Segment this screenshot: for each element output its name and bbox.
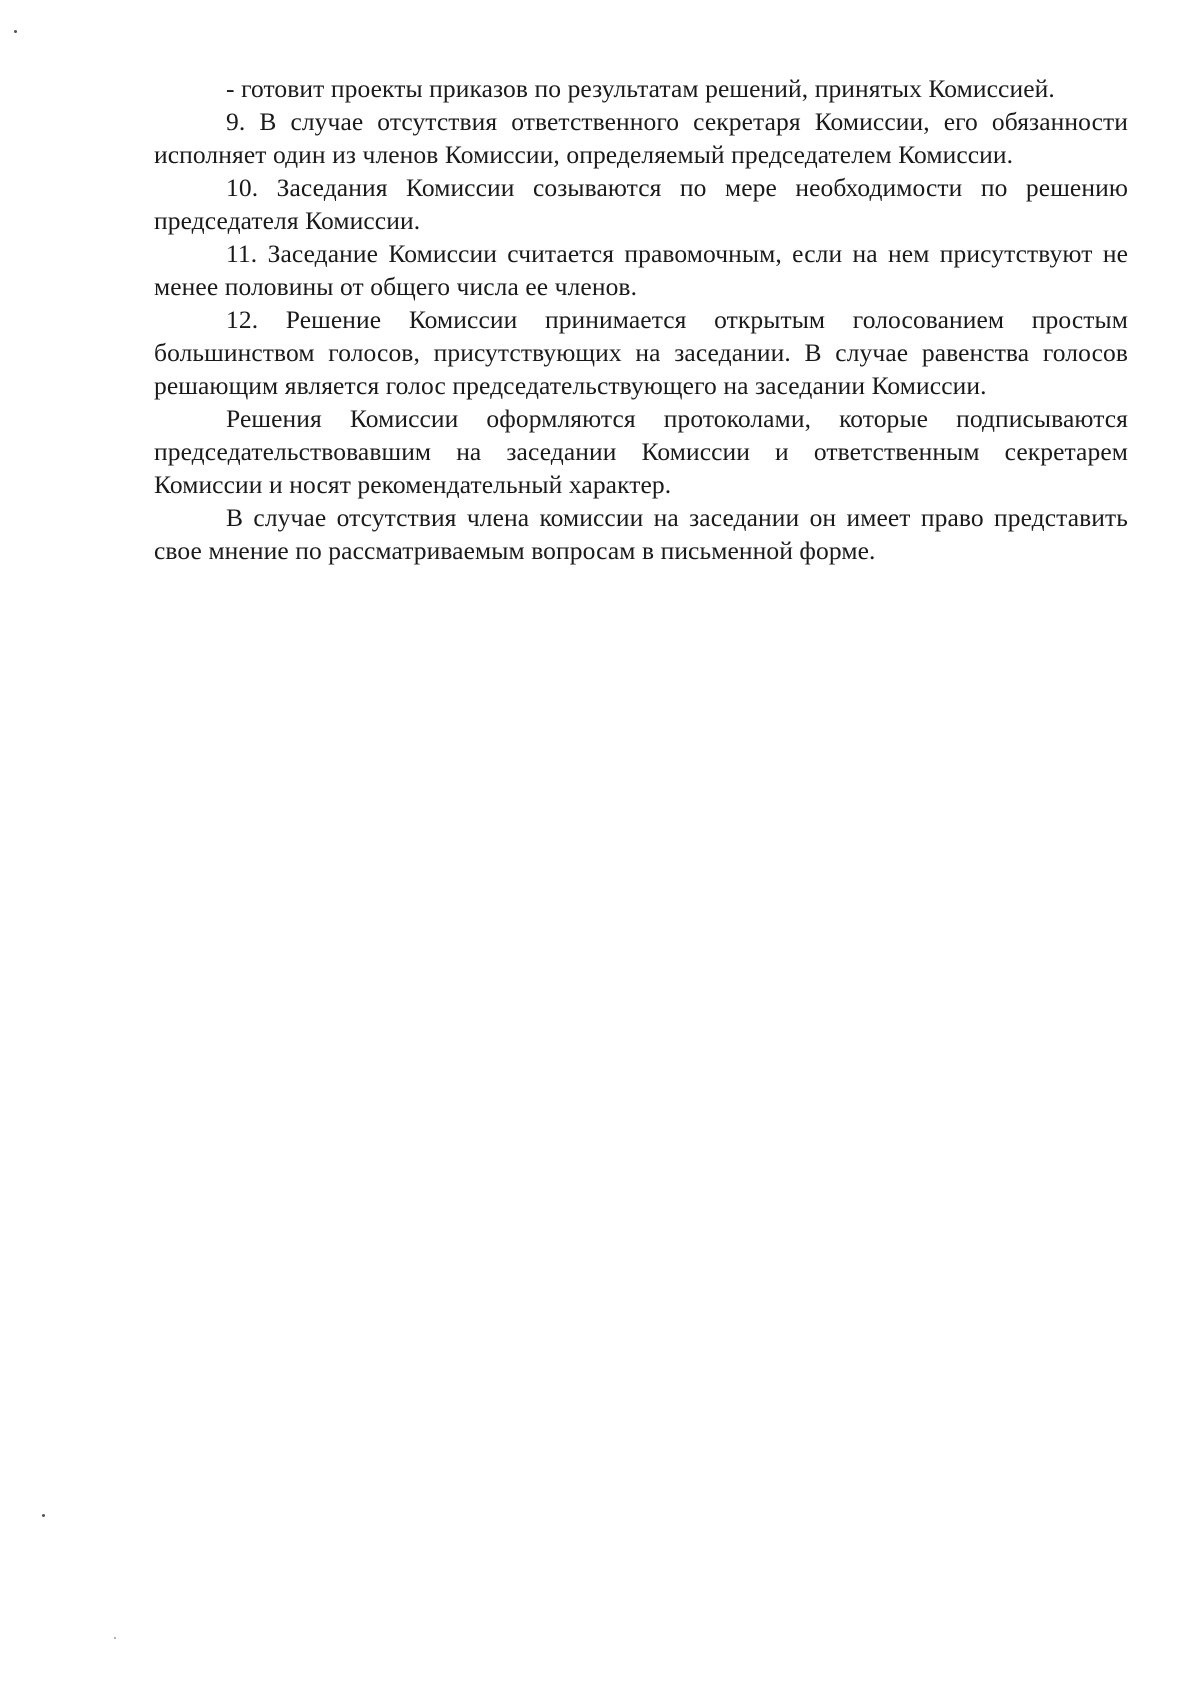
paragraph-absent-member: В случае отсутствия члена комиссии на заседании он имеет право представить свое мнение по рассматриваемым вопросам в письменной форме. bbox=[154, 503, 1128, 565]
paragraph-orders-draft: - готовит проекты приказов по результатам решений, принятых Комиссией. bbox=[226, 74, 1055, 103]
paragraph-item-12: 12. Решение Комиссии принимается открытым голосованием простым большинством голосов, присутствующих на заседании. В случае равенства голосов решающим является голос председательствующего на заседании Комиссии. bbox=[154, 305, 1128, 400]
paragraph-decisions-protocols: Решения Комиссии оформляются протоколами, которые подписываются председательствовавшим на заседании Комиссии и ответственным секретарем Комиссии и носят рекомендательный характер. bbox=[154, 404, 1128, 499]
scan-speck bbox=[114, 1637, 116, 1639]
paragraph-item-11: 11. Заседание Комиссии считается правомочным, если на нем присутствуют не менее половины от общего числа ее членов. bbox=[154, 239, 1128, 301]
paragraph-item-10: 10. Заседания Комиссии созываются по мере необходимости по решению председателя Комиссии. bbox=[154, 173, 1128, 235]
paragraph-item-9: 9. В случае отсутствия ответственного секретаря Комиссии, его обязанности исполняет один из членов Комиссии, определяемый председателем Комиссии. bbox=[154, 107, 1128, 169]
scan-speck bbox=[14, 30, 17, 33]
scan-speck bbox=[42, 1514, 45, 1517]
document-body bbox=[154, 72, 1128, 567]
